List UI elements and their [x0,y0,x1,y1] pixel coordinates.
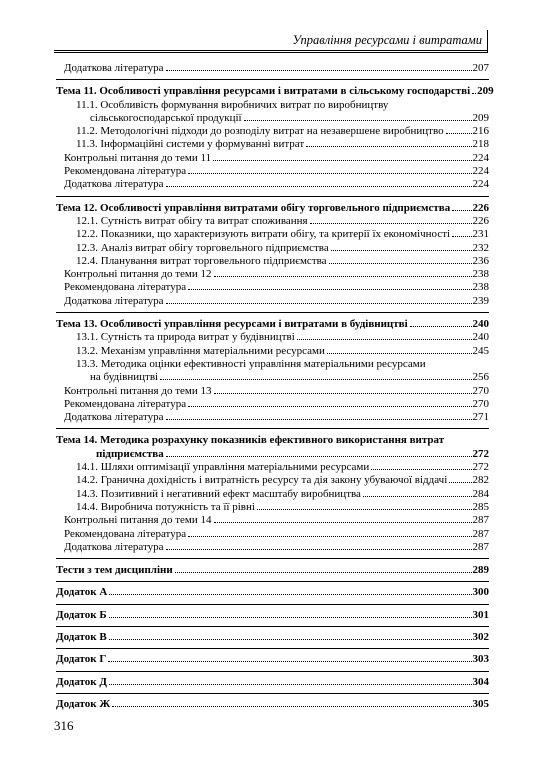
leader-dots [306,146,471,147]
leader-dots [371,469,471,470]
section-divider [56,312,489,313]
leader-dots [188,406,471,407]
leader-dots [166,549,472,550]
page-ref: 271 [472,411,489,424]
topic-12-heading: Тема 12. Особливості управління витратами обігу торговельного підприємства 226 [56,201,489,214]
page-ref: 304 [472,675,489,688]
page-ref: 289 [472,564,489,577]
leader-dots [446,133,472,134]
section-divider [56,604,489,605]
page-ref: 218 [472,138,489,151]
topic-11-heading: Тема 11. Особливості управління ресурсами і витратами в сільському господарстві 209 [56,85,494,98]
page-ref: 224 [472,151,489,164]
page-ref: 270 [472,384,489,397]
page-ref: 224 [472,178,489,191]
leader-dots [449,482,471,483]
toc-entry: сільськогосподарської продукції 209 [90,111,489,124]
page-ref: 232 [472,241,489,254]
section-divider [56,671,489,672]
toc-entry: Рекомендована література 224 [64,165,489,178]
page-ref: 240 [472,331,489,344]
toc-entry: 14.2. Гранична дохідність і витратність ресурсу та дія закону убуваючої віддачі 282 [76,474,489,487]
toc-entry: Додаткова література 207 [64,62,489,74]
page-ref: 282 [472,474,489,487]
appendix-d: Додаток Д 304 [56,675,489,688]
leader-dots [214,393,472,394]
toc-entry: Контрольні питання до теми 11 224 [64,151,489,164]
section-divider [56,196,489,197]
header-rule [54,50,488,51]
toc-entry: на будівництві 256 [90,371,489,384]
leader-dots [109,639,472,640]
toc-entry: Рекомендована література 287 [64,527,489,540]
section-divider [56,79,489,80]
topic-14-heading-cont: підприємства 272 [96,447,489,460]
topic-13-heading: Тема 13. Особливості управління ресурсами і витратами в будівництві 240 [56,318,489,331]
page-ref: 238 [472,281,489,294]
leader-dots [112,706,471,707]
leader-dots [166,186,472,187]
toc-entry: 13.2. Механізм управління матеріальними ресурсами 245 [76,344,489,357]
toc-entry: 13.1. Сутність та природа витрат у будівництві 240 [76,331,489,344]
running-header [54,30,488,50]
table-of-contents [56,62,494,711]
page-ref: 209 [477,85,494,98]
page-ref: 285 [472,500,489,513]
page-ref: 287 [472,527,489,540]
leader-dots [472,93,476,94]
page-ref: 305 [472,697,489,710]
page-ref: 226 [472,201,489,214]
leader-dots [410,326,472,327]
leader-dots [109,684,472,685]
leader-dots [166,303,472,304]
page-ref: 284 [472,487,489,500]
toc-entry: 12.4. Планування витрат торговельного підприємства 236 [76,254,489,267]
leader-dots [329,263,472,264]
leader-dots [166,419,472,420]
page-ref: 287 [472,514,489,527]
leader-dots [109,617,472,618]
toc-entry: 11.3. Інформаційні системи у формуванні витрат 218 [76,138,489,151]
section-divider [56,558,489,559]
leader-dots [166,456,472,457]
toc-entry: 14.3. Позитивний і негативний ефект масштабу виробництва 284 [76,487,489,500]
toc-entry: 12.2. Показники, що характеризують витрати обігу, та критерії їх економічності 231 [76,228,489,241]
toc-entry: Контрольні питання до теми 14 287 [64,514,489,527]
page-ref: 209 [472,111,489,124]
tests-heading: Тести з тем дисципліни 289 [56,564,489,577]
leader-dots [214,276,472,277]
appendix-b: Додаток Б 301 [56,608,489,621]
page-ref: 231 [472,228,489,241]
leader-dots [331,250,472,251]
page-ref: 303 [472,653,489,666]
page-ref: 256 [472,371,489,384]
leader-dots [214,522,472,523]
page-ref: 207 [472,62,489,74]
leader-dots [108,661,471,662]
page-ref: 224 [472,165,489,178]
leader-dots [213,160,471,161]
leader-dots [188,536,471,537]
page-ref: 301 [472,608,489,621]
toc-entry: 12.1. Сутність витрат обігу та витрат споживання 226 [76,214,489,227]
leader-dots [160,379,471,380]
section-divider [56,648,489,649]
toc-entry: Додаткова література 239 [64,294,489,307]
leader-dots [452,210,471,211]
appendix-v: Додаток В 302 [56,630,489,643]
header-rule-double [54,52,488,53]
page-ref: 236 [472,254,489,267]
page-ref: 239 [472,294,489,307]
appendix-g: Додаток Г 303 [56,653,489,666]
leader-dots [363,496,472,497]
page-ref: 216 [472,125,489,138]
page-ref: 226 [472,214,489,227]
toc-entry: Додаткова література 287 [64,540,489,553]
page-ref: 240 [472,318,489,331]
toc-entry: 11.2. Методологічні підходи до розподілу витрат на незавершене виробництво 216 [76,125,489,138]
page-ref: 238 [472,268,489,281]
leader-dots [452,236,471,237]
section-divider [56,626,489,627]
leader-dots [327,353,472,354]
leader-dots [175,572,472,573]
toc-entry: Контрольні питання до теми 13 270 [64,384,489,397]
leader-dots [188,173,471,174]
page-ref: 270 [472,397,489,410]
toc-entry-line: 13.3. Методика оцінки ефективності управління матеріальними ресурсами [76,357,426,370]
topic-14-heading: Тема 14. Методика розрахунку показників ефективного використання витрат [56,434,445,447]
toc-entry: 14.1. Шляхи оптимізації управління матеріальними ресурсами 272 [76,461,489,474]
toc-entry: Рекомендована література 238 [64,281,489,294]
toc-entry: Додаткова література 271 [64,411,489,424]
running-header-title: Управління ресурсами і витратами [292,33,482,47]
leader-dots [188,289,471,290]
appendix-a: Додаток А 300 [56,586,489,599]
page-ref: 272 [472,461,489,474]
toc-entry: Контрольні питання до теми 12 238 [64,268,489,281]
toc-entry: Рекомендована література 270 [64,397,489,410]
toc-entry: Додаткова література 224 [64,178,489,191]
page-number: 316 [54,718,74,733]
toc-entry-line: 11.1. Особливість формування виробничих витрат по виробництву [76,98,389,111]
page-ref: 300 [472,586,489,599]
section-divider [56,581,489,582]
toc-entry: 14.4. Виробнича потужність та її рівні 285 [76,500,489,513]
appendix-zh: Додаток Ж 305 [56,697,489,710]
page-ref: 287 [472,540,489,553]
toc-entry: 12.3. Аналіз витрат обігу торговельного підприємства 232 [76,241,489,254]
leader-dots [310,223,472,224]
leader-dots [297,339,472,340]
page-ref: 245 [472,344,489,357]
leader-dots [257,509,472,510]
page-ref: 302 [472,630,489,643]
leader-dots [109,594,471,595]
leader-dots [244,120,472,121]
page-ref: 272 [472,447,489,460]
section-divider [56,693,489,694]
leader-dots [166,70,472,71]
section-divider [56,428,489,429]
header-tick-line [487,30,488,52]
